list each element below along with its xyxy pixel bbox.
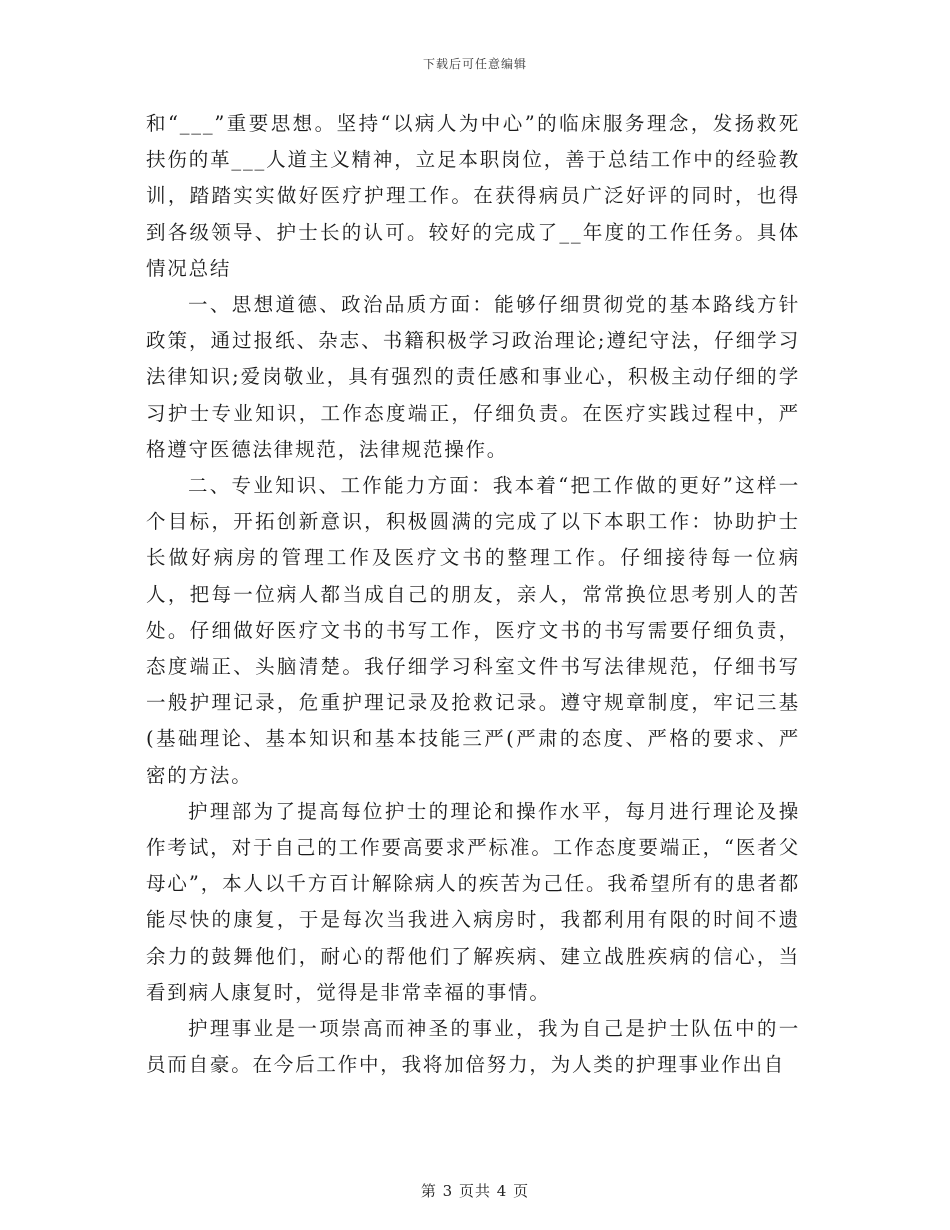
paragraph-professional-skills: 二、专业知识、工作能力方面：我本着“把工作做的更好”这样一个目标，开拓创新意识，积极圆满的完成了以下本职工作：协助护士长做好病房的管理工作及医疗文书的整理工作。仔细接待每一位病人，把每一位病人都当成自己的朋友，亲人，常常换位思考别人的苦处。仔细做好医疗文书的书写工作，医疗文书的书写需要仔细负责，态度端正、头脑清楚。我仔细学习科室文件书写法律规范，仔细书写一般护理记录，危重护理记录及抢救记录。遵守规章制度，牢记三基(基础理论、基本知识和基本技能三严(严肃的态度、严格的要求、严密的方法。	[146, 474, 800, 787]
document-body	[146, 106, 800, 1083]
paragraph-nursing-career: 护理事业是一项崇高而神圣的事业，我为自己是护士队伍中的一员而自豪。在今后工作中，我将加倍努力，为人类的护理事业作出自	[146, 1017, 800, 1077]
page-footer: 第 3 页共 4 页	[420, 1182, 530, 1200]
paragraph-ideology: 一、思想道德、政治品质方面：能够仔细贯彻党的基本路线方针政策，通过报纸、杂志、书籍积极学习政治理论;遵纪守法，仔细学习法律知识;爱岗敬业，具有强烈的责任感和事业心，积极主动仔细的学习护士专业知识，工作态度端正，仔细负责。在医疗实践过程中，严格遵守医德法律规范，法律规范操作。	[146, 293, 800, 461]
paragraph-continuation: 和“___”重要思想。坚持“以病人为中心”的临床服务理念，发扬救死扶伤的革___人道主义精神，立足本职岗位，善于总结工作中的经验教训，踏踏实实做好医疗护理工作。在获得病员广泛好评的同时，也得到各级领导、护士长的认可。较好的完成了__年度的工作任务。具体情况总结	[146, 112, 800, 280]
page-header: 下载后可任意编辑	[422, 57, 527, 71]
paragraph-nursing-department: 护理部为了提高每位护士的理论和操作水平，每月进行理论及操作考试，对于自己的工作要高要求严标准。工作态度要端正，“医者父母心”，本人以千方百计解除病人的疾苦为己任。我希望所有的患者都能尽快的康复，于是每次当我进入病房时，我都利用有限的时间不遗余力的鼓舞他们，耐心的帮他们了解疾病、建立战胜疾病的信心，当看到病人康复时，觉得是非常幸福的事情。	[146, 799, 800, 1004]
